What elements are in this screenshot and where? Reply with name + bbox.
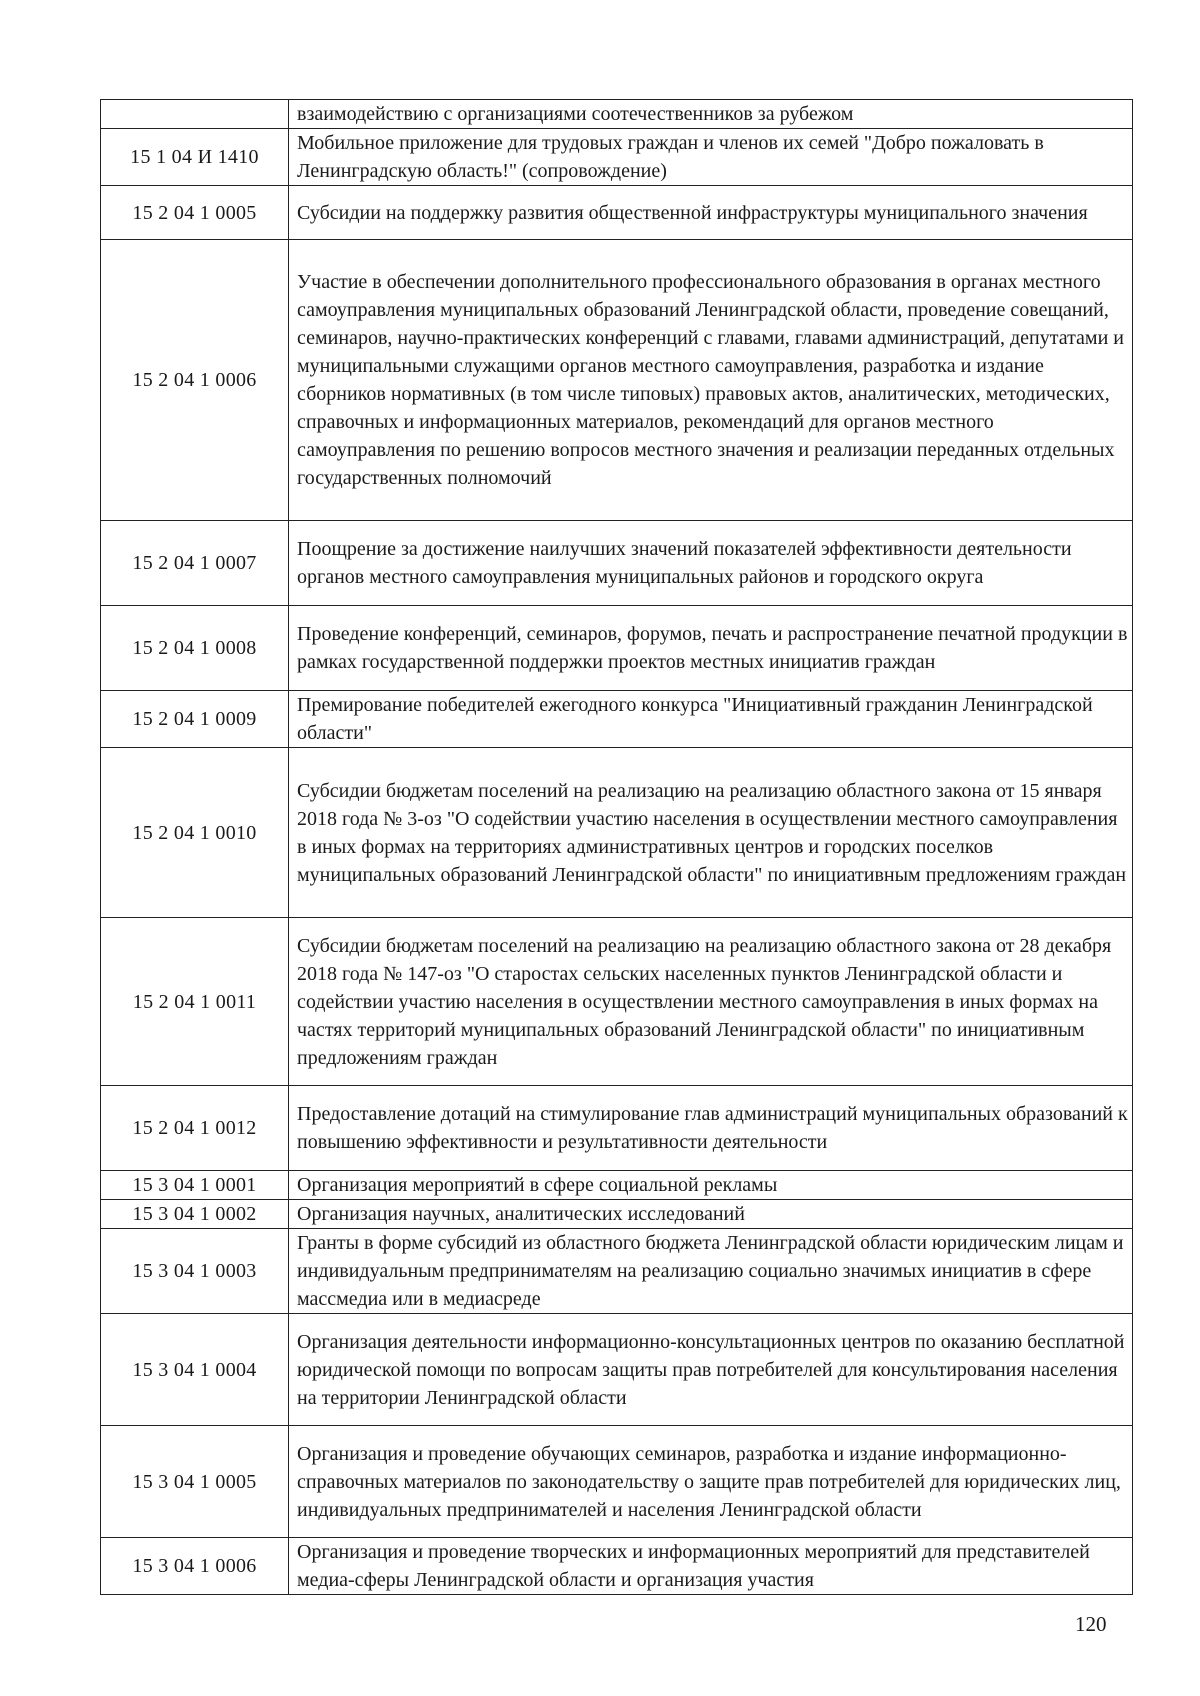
table-row [101, 691, 1133, 748]
row-description: Предоставление дотаций на стимулирование глав администраций муниципальных образований к повышению эффективности и результативности деятельности [289, 1086, 1133, 1171]
table-row [101, 129, 1133, 186]
row-code: 15 2 04 1 0006 [101, 240, 289, 521]
row-description: Субсидии бюджетам поселений на реализацию на реализацию областного закона от 28 декабря 2018 года № 147-оз "О старостах сельских населенных пунктов Ленинградской области и содействии участию населения в осуществлении местного самоуправления в иных формах на частях территорий муниципальных образований Ленинградской области" по инициативным предложениям граждан [289, 918, 1133, 1086]
table-row [101, 918, 1133, 1086]
row-description: Организация деятельности информационно-консультационных центров по оказанию бесплатной юридической помощи по вопросам защиты прав потребителей для консультирования населения на территории Ленинградской области [289, 1314, 1133, 1426]
row-description: Организация и проведение творческих и информационных мероприятий для представителей медиа-сферы Ленинградской области и организация участия [289, 1538, 1133, 1595]
row-description: Субсидии бюджетам поселений на реализацию на реализацию областного закона от 15 января 2018 года № 3-оз "О содействии участию населения в осуществлении местного самоуправления в иных формах на территориях административных центров и городских поселков муниципальных образований Ленинградской области" по инициативным предложениям граждан [289, 748, 1133, 918]
row-code [101, 100, 289, 129]
table-row [101, 748, 1133, 918]
table-row [101, 1229, 1133, 1314]
table-row [101, 1171, 1133, 1200]
row-description: Премирование победителей ежегодного конкурса "Инициативный гражданин Ленинградской области" [289, 691, 1133, 748]
table-row [101, 1314, 1133, 1426]
table-row [101, 1426, 1133, 1538]
row-code: 15 3 04 1 0002 [101, 1200, 289, 1229]
table-row [101, 1086, 1133, 1171]
row-description: взаимодействию с организациями соотечественников за рубежом [289, 100, 1133, 129]
row-code: 15 3 04 1 0004 [101, 1314, 289, 1426]
budget-codes-table [100, 99, 1133, 1595]
row-code: 15 3 04 1 0005 [101, 1426, 289, 1538]
row-code: 15 2 04 1 0007 [101, 521, 289, 606]
table-row [101, 1200, 1133, 1229]
table-row [101, 100, 1133, 129]
row-description: Участие в обеспечении дополнительного профессионального образования в органах местного самоуправления муниципальных образований Ленинградской области, проведение совещаний, семинаров, научно-практических конференций с главами, главами администраций, депутатами и муниципальными служащими органов местного самоуправления, разработка и издание сборников нормативных (в том числе типовых) правовых актов, аналитических, методических, справочных и информационных материалов, рекомендаций для органов местного самоуправления по решению вопросов местного значения и реализации переданных отдельных государственных полномочий [289, 240, 1133, 521]
table-row [101, 186, 1133, 240]
table-row [101, 1538, 1133, 1595]
row-description: Организация и проведение обучающих семинаров, разработка и издание информационно-справочных материалов по законодательству о защите прав потребителей для юридических лиц, индивидуальных предпринимателей и населения Ленинградской области [289, 1426, 1133, 1538]
table-row [101, 606, 1133, 691]
row-code: 15 3 04 1 0003 [101, 1229, 289, 1314]
row-description: Организация научных, аналитических исследований [289, 1200, 1133, 1229]
row-code: 15 2 04 1 0008 [101, 606, 289, 691]
row-code: 15 3 04 1 0001 [101, 1171, 289, 1200]
row-code: 15 2 04 1 0009 [101, 691, 289, 748]
table-row [101, 521, 1133, 606]
row-description: Мобильное приложение для трудовых граждан и членов их семей "Добро пожаловать в Ленинградскую область!" (сопровождение) [289, 129, 1133, 186]
row-code: 15 3 04 1 0006 [101, 1538, 289, 1595]
row-code: 15 2 04 1 0012 [101, 1086, 289, 1171]
row-description: Организация мероприятий в сфере социальной рекламы [289, 1171, 1133, 1200]
row-description: Гранты в форме субсидий из областного бюджета Ленинградской области юридическим лицам и индивидуальным предпринимателям на реализацию социально значимых инициатив в сфере массмедиа или в медиасреде [289, 1229, 1133, 1314]
row-code: 15 1 04 И 1410 [101, 129, 289, 186]
row-description: Проведение конференций, семинаров, форумов, печать и распространение печатной продукции в рамках государственной поддержки проектов местных инициатив граждан [289, 606, 1133, 691]
row-code: 15 2 04 1 0010 [101, 748, 289, 918]
row-description: Субсидии на поддержку развития общественной инфраструктуры муниципального значения [289, 186, 1133, 240]
row-code: 15 2 04 1 0005 [101, 186, 289, 240]
row-code: 15 2 04 1 0011 [101, 918, 289, 1086]
row-description: Поощрение за достижение наилучших значений показателей эффективности деятельности органов местного самоуправления муниципальных районов и городского округа [289, 521, 1133, 606]
page-number: 120 [1075, 1612, 1107, 1636]
table-row [101, 240, 1133, 521]
